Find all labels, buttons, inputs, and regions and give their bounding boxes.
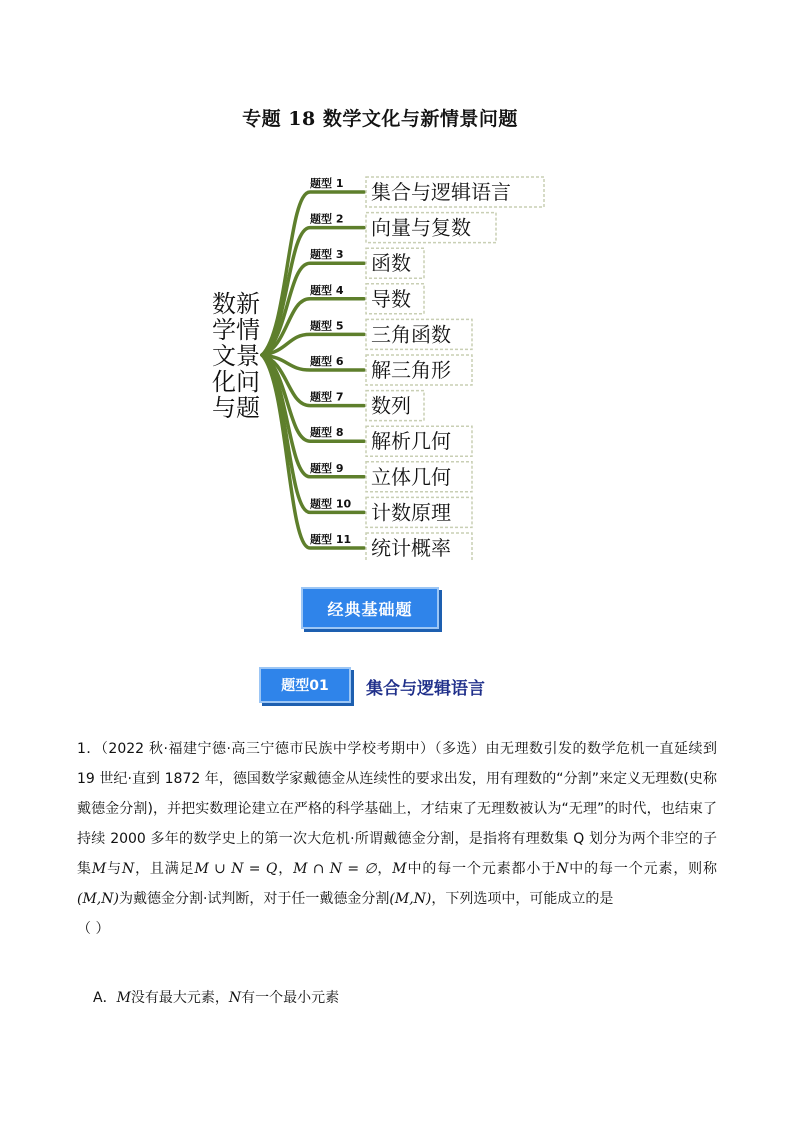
mind-map-topic: 三角函数 (371, 322, 451, 347)
mind-map-center-line: 数新 (212, 290, 260, 318)
mind-map-type-label: 题型 2 (310, 212, 344, 226)
option-text: 有一个最小元素 (241, 990, 340, 1006)
mind-map-topic: 导数 (371, 286, 411, 311)
math-pair: (M,N) (77, 891, 119, 907)
mind-map-topic: 统计概率 (371, 536, 451, 560)
math-set-n: N (228, 990, 242, 1006)
math-set-m: M (392, 861, 407, 877)
math-set-n: N (556, 861, 569, 877)
question-text: ， (376, 861, 393, 877)
mind-map-type-label: 题型 3 (310, 248, 344, 262)
question-text: ，且满足 (134, 861, 195, 877)
math-set-n: N (121, 861, 135, 877)
question-number: 1． (77, 741, 101, 757)
mind-map-type-label: 题型 11 (310, 533, 352, 546)
mind-map (0, 150, 794, 560)
question-text: ，下列选项中，可能成立的是 (431, 891, 614, 907)
mind-map-topic: 函数 (371, 251, 411, 276)
mind-map-center-line: 文景 (212, 342, 260, 370)
mind-map-topic: 解析几何 (371, 429, 451, 454)
mind-map-type-label: 题型 9 (310, 461, 344, 475)
option-text: 没有最大元素， (130, 990, 229, 1006)
mind-map-center-line: 学情 (212, 316, 260, 344)
section-banner: 经典基础题 (301, 587, 439, 629)
math-union: M ∪ N = Q (194, 861, 278, 877)
mind-map-type-label: 题型 4 (310, 283, 344, 297)
mind-map-center (212, 290, 260, 422)
math-pair: (M,N) (389, 891, 432, 907)
option-a[interactable] (93, 987, 339, 1007)
mind-map-topic: 计数原理 (371, 500, 451, 525)
mind-map-type-label: 题型 7 (310, 390, 344, 404)
question-text: 为戴德金分割·试判断，对于任一戴德金分割 (118, 891, 390, 907)
math-set-m: M (116, 990, 131, 1006)
mind-map-topic: 向量与复数 (371, 215, 471, 240)
mind-map-topic: 解三角形 (371, 358, 451, 382)
mind-map-type-label: 题型 1 (310, 177, 344, 190)
question-text: ， (277, 861, 294, 877)
mind-map-topic: 立体几何 (371, 464, 451, 489)
mind-map-type-label: 题型 10 (310, 497, 352, 511)
answer-parentheses: （ ） (77, 921, 110, 937)
option-letter: A． (93, 990, 117, 1006)
page-title: 专题 18 数学文化与新情景问题 (242, 108, 518, 130)
mind-map-center-line: 化问 (212, 368, 260, 396)
math-intersection: M ∩ N = ∅ (293, 861, 377, 877)
mind-map-type-label: 题型 5 (310, 319, 344, 333)
question-text: 中的每一个元素都小于 (406, 861, 557, 877)
mind-map-topic: 集合与逻辑语言 (371, 180, 511, 204)
question-text: 中的每一个元素，则称 (568, 861, 718, 877)
mind-map-center-line: 与题 (212, 394, 260, 422)
question-text: 与 (106, 861, 122, 877)
mind-map-branches (262, 176, 544, 560)
mind-map-topic: 数列 (371, 393, 411, 418)
question-source: （2022 秋·福建宁德·高三宁德市民族中学校考期中）（多选） (100, 741, 486, 757)
mind-map-type-label: 题型 6 (310, 355, 344, 368)
mind-map-type-label: 题型 8 (310, 426, 344, 440)
question-1 (77, 734, 717, 944)
question-type-title: 集合与逻辑语言 (366, 679, 485, 699)
question-type-badge: 题型01 (259, 667, 351, 703)
math-set-m: M (91, 861, 107, 877)
question-text: 由无理数引发的数学危机一直延续到 19 世纪·直到 1872 年，德国数学家戴德金从连续性的要求出发，用有理数的“分割”来定义无理数(史称戴德金分割)，并把实数理论建立在严格的科学基础上，才结束了无理数被认为“无理”的时代，也结束了持续 2000 多年的数学史上的第一次大危机·所谓戴德金分割，是指将有理数集 Q 划分为两个非空的子集 (77, 741, 718, 877)
